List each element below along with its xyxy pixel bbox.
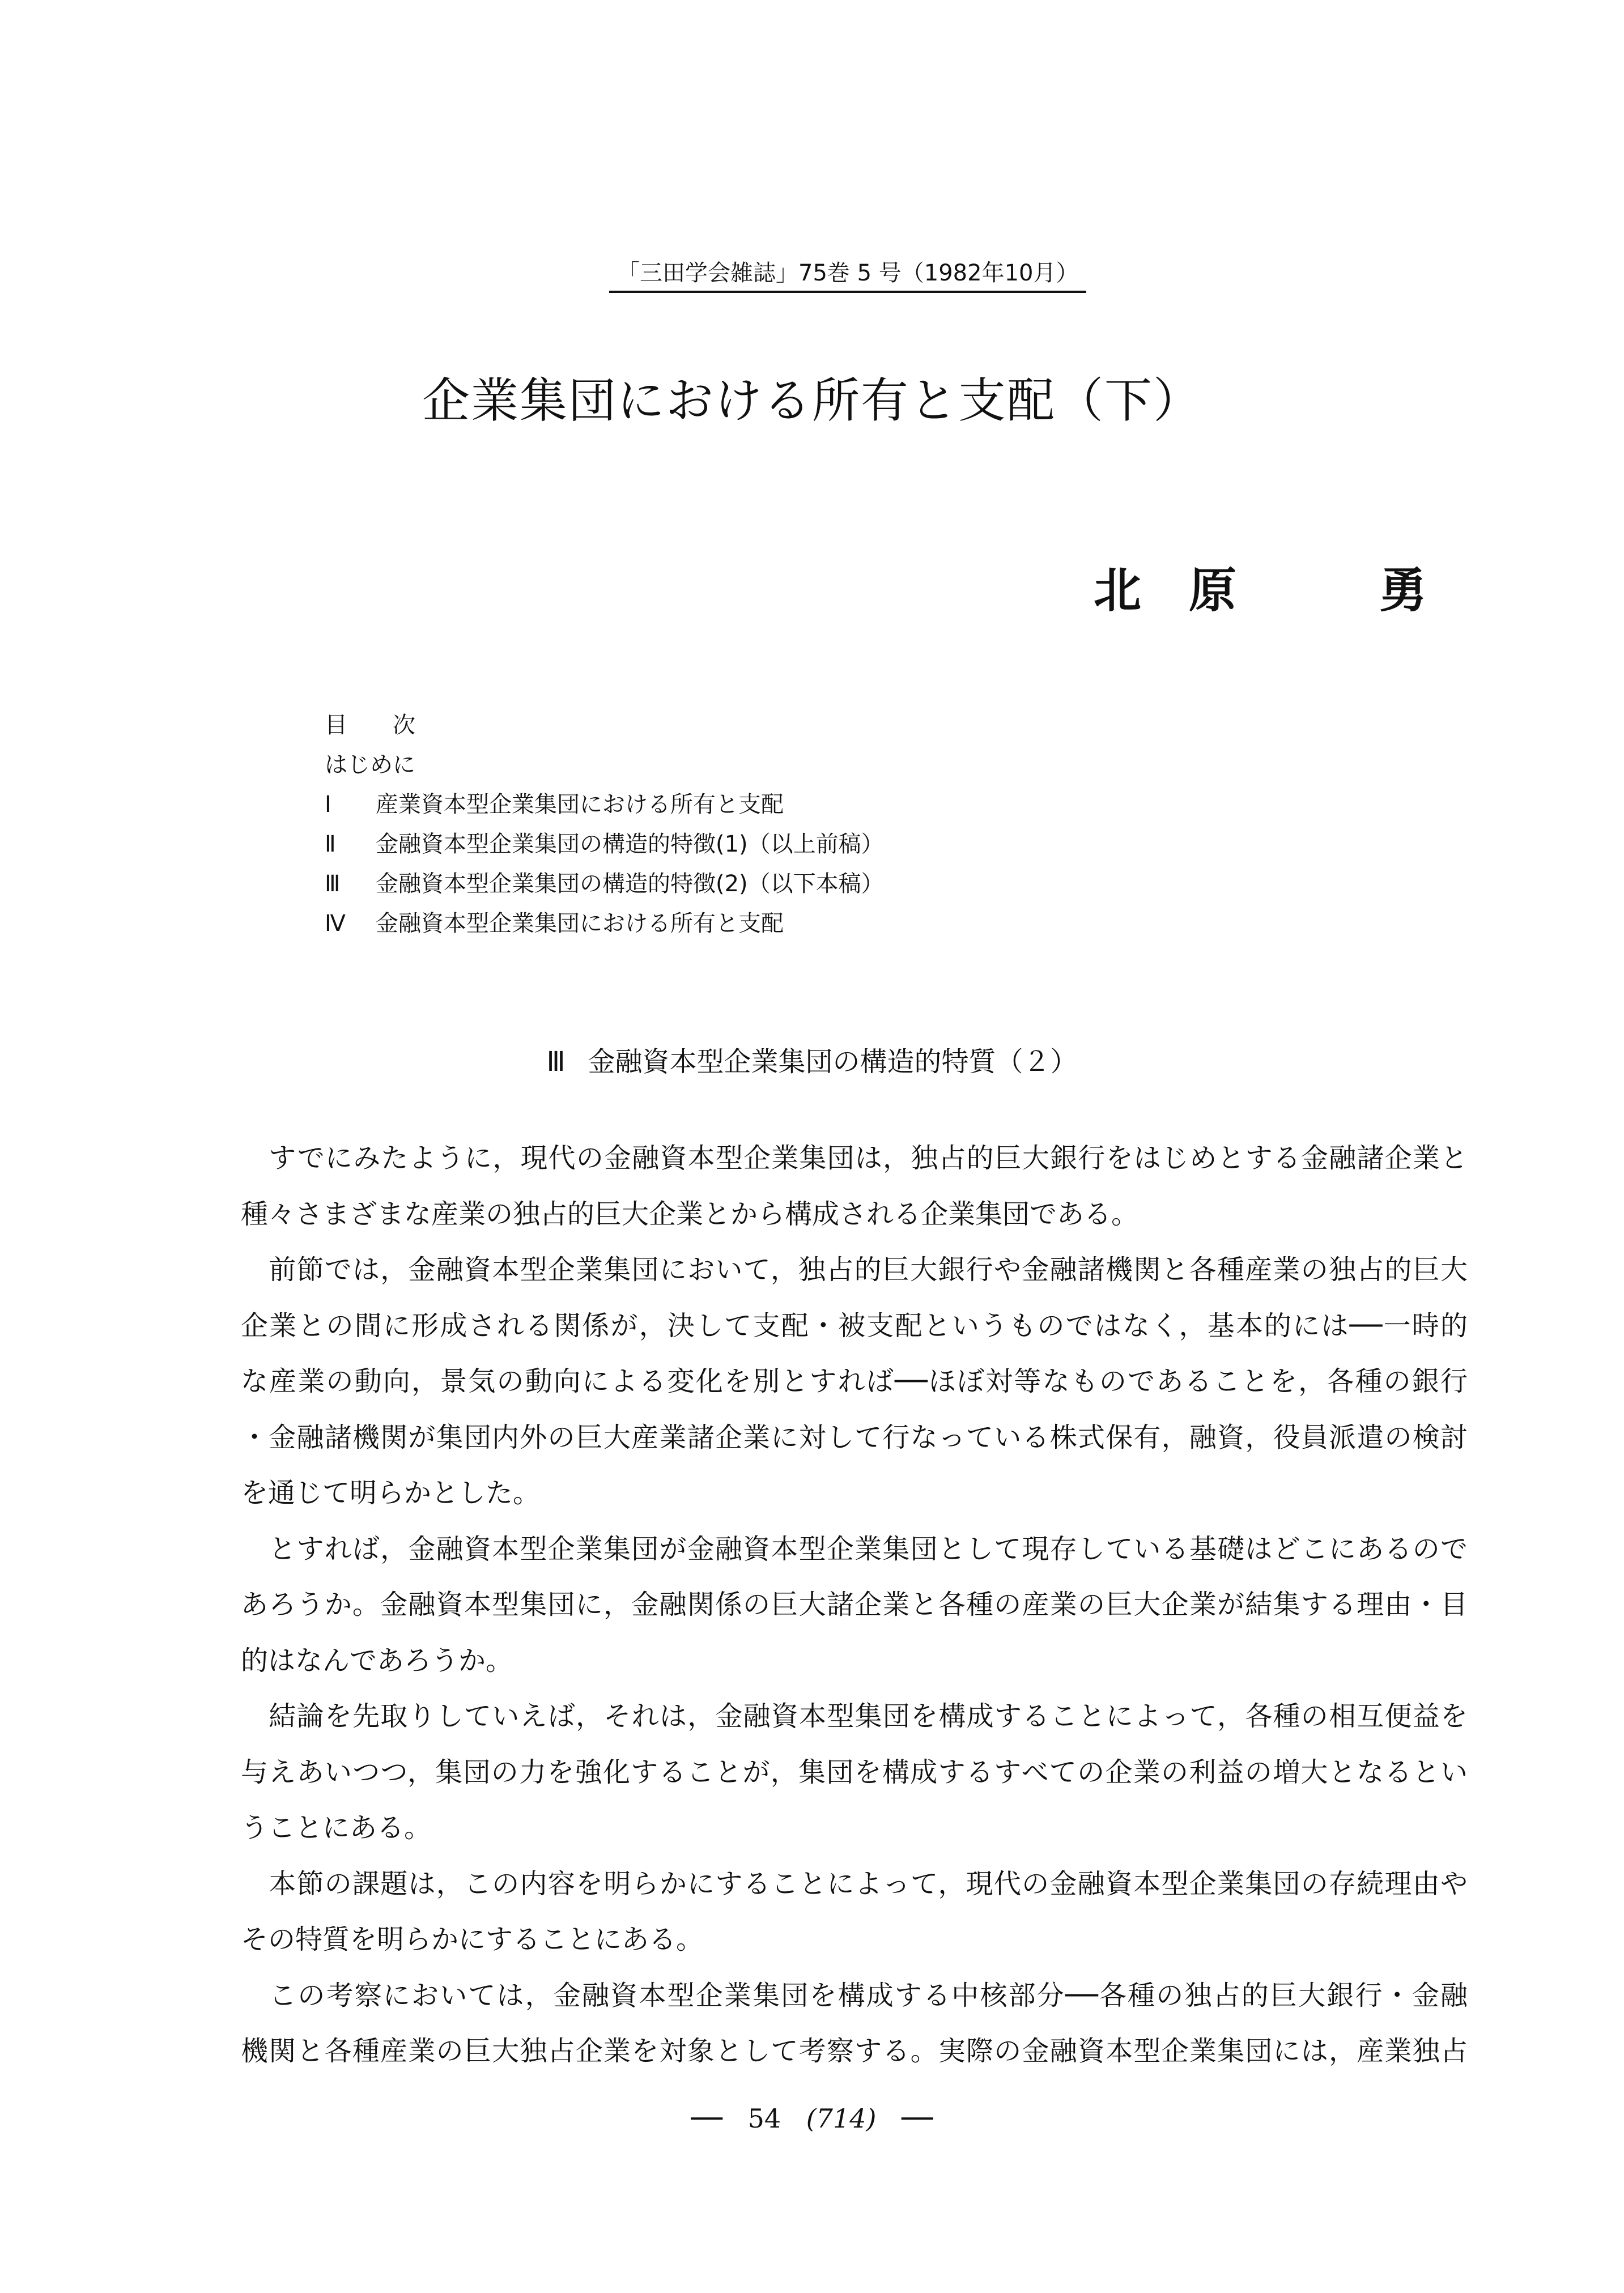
paragraph	[241, 1688, 1468, 1856]
text-line: 機関と各種産業の巨大独占企業を対象として考察する。実際の金融資本型企業集団には，産業独占	[241, 2035, 1468, 2067]
footer-dash-left: ──	[691, 2103, 722, 2134]
toc-item-label: 金融資本型企業集団の構造的特徴(2)（以下本稿）	[376, 871, 884, 897]
body-text	[241, 1130, 1468, 2079]
toc-heading: 目 次	[325, 712, 415, 738]
toc-item-number: Ⅱ	[325, 831, 336, 857]
text-line: 本節の課題は，この内容を明らかにすることによって，現代の金融資本型企業集団の存続理由や	[241, 1867, 1468, 1900]
toc-item	[325, 824, 884, 864]
toc-item	[325, 904, 884, 943]
toc-item-label: 産業資本型企業集団における所有と支配	[376, 792, 784, 818]
toc-item	[325, 864, 884, 904]
text-line: 企業との間に形成される関係が，決して支配・被支配というものではなく，基本的には──一時的	[241, 1309, 1468, 1342]
text-line: この考察においては，金融資本型企業集団を構成する中核部分──各種の独占的巨大銀行・金融	[241, 1979, 1468, 2011]
text-line: とすれば，金融資本型企業集団が金融資本型企業集団として現存している基礎はどこにあるので	[241, 1533, 1468, 1565]
section-title: 金融資本型企業集団の構造的特質（２）	[588, 1046, 1078, 1078]
text-line: うことにある。	[241, 1812, 432, 1844]
text-line: な産業の動向，景気の動向による変化を別とすれば──ほぼ対等なものであることを，各種の銀行	[241, 1365, 1468, 1397]
toc-item-label: はじめに	[325, 752, 415, 778]
text-line: ・金融諸機関が集団内外の巨大産業諸企業に対して行なっている株式保有，融資，役員派遣の検討	[241, 1421, 1468, 1453]
page-number	[0, 2103, 1624, 2134]
toc-item	[325, 745, 884, 785]
page-number-value: 54	[747, 2103, 781, 2134]
paragraph	[241, 1521, 1468, 1689]
paragraph	[241, 1856, 1468, 1968]
paragraph	[241, 1242, 1468, 1521]
text-line: その特質を明らかにすることにある。	[241, 1924, 704, 1955]
toc-item-label: 金融資本型企業集団における所有と支配	[376, 911, 784, 937]
section-heading	[0, 1040, 1624, 1079]
toc-item-label: 金融資本型企業集団の構造的特徴(1)（以上前稿）	[376, 831, 884, 857]
text-line: 的はなんであろうか。	[241, 1644, 513, 1677]
text-line: 与えあいつつ，集団の力を強化することが，集団を構成するすべての企業の利益の増大となるとい	[241, 1756, 1468, 1788]
footer-dash-right: ──	[902, 2103, 933, 2134]
section-number: Ⅲ	[546, 1046, 566, 1078]
toc-item-number: Ⅳ	[325, 911, 346, 937]
toc-item-number: Ⅲ	[325, 871, 341, 897]
toc-item-number: Ⅰ	[325, 792, 331, 818]
author-name: 北 原 勇	[1094, 563, 1427, 618]
text-line: 前節では，金融資本型企業集団において，独占的巨大銀行や金融諸機関と各種産業の独占的巨大	[241, 1254, 1468, 1286]
journal-citation: 「三田学会雑誌」75巻 5 号（1982年10月）	[609, 255, 1086, 293]
text-line: 種々さまざまな産業の独占的巨大企業とから構成される企業集団である。	[241, 1198, 1139, 1230]
text-line: あろうか。金融資本型集団に，金融関係の巨大諸企業と各種の産業の巨大企業が結集する理由・目	[241, 1589, 1468, 1620]
cumulative-page-number: (714)	[806, 2103, 877, 2134]
paragraph	[241, 1130, 1468, 1242]
toc-item	[325, 785, 884, 824]
paragraph	[241, 1968, 1468, 2079]
text-line: を通じて明らかとした。	[241, 1477, 541, 1509]
text-line: すでにみたように，現代の金融資本型企業集団は，独占的巨大銀行をはじめとする金融諸企業と	[241, 1142, 1468, 1174]
text-line: 結論を先取りしていえば，それは，金融資本型集団を構成することによって，各種の相互便益を	[241, 1700, 1468, 1732]
table-of-contents	[325, 705, 884, 943]
article-title: 企業集団における所有と支配（下）	[422, 373, 1202, 428]
